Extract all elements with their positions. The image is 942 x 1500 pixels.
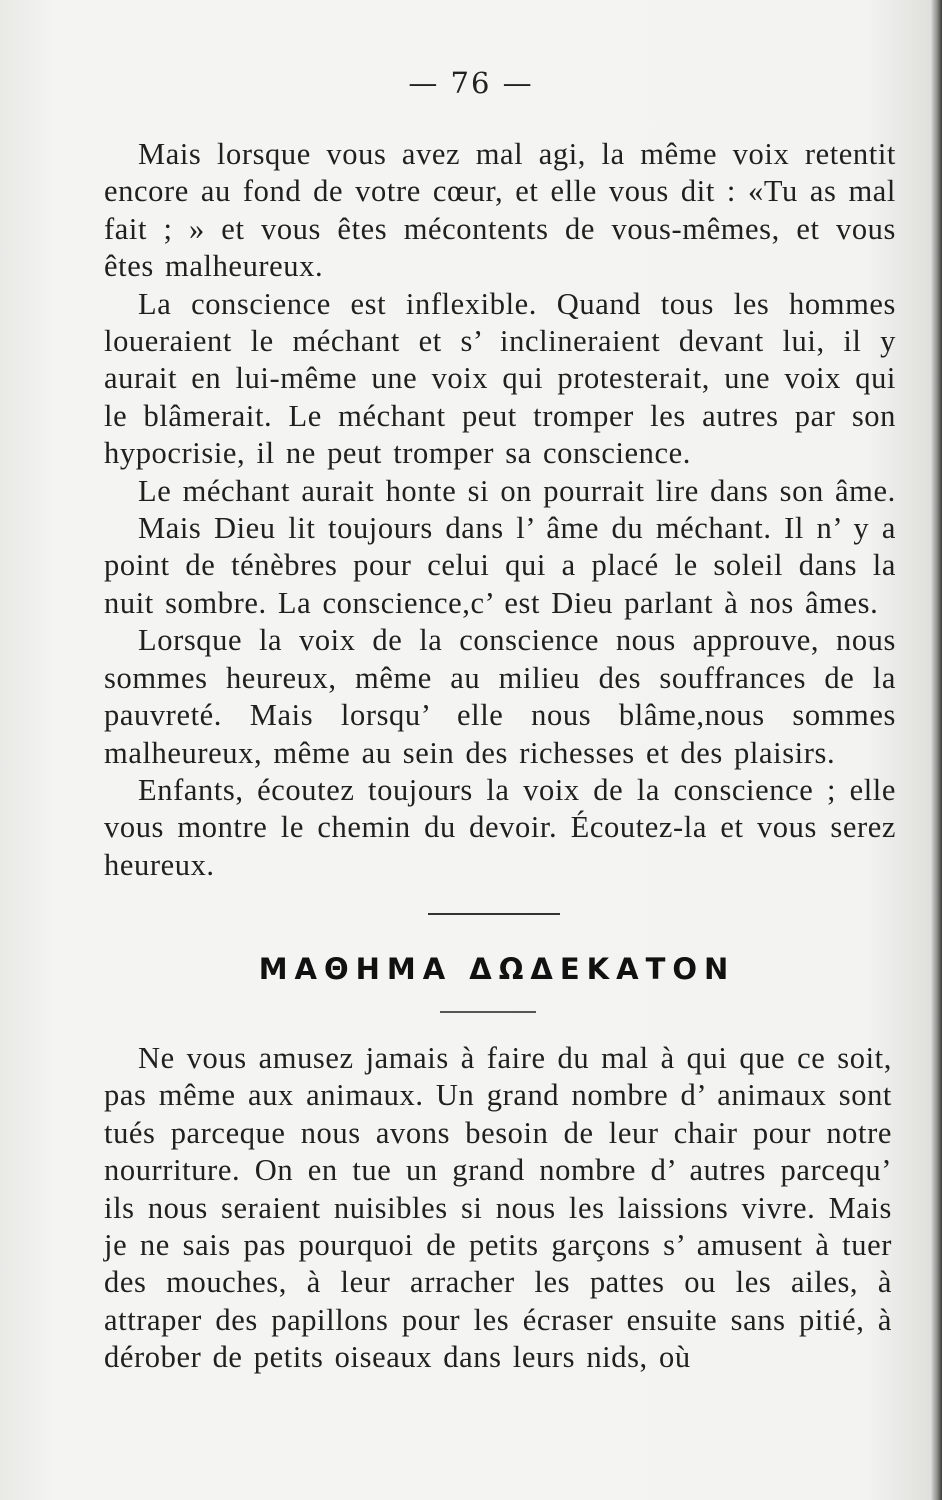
- paragraph: Ne vous amusez jamais à faire du mal à qui que ce soit, pas même aux animaux. Un grand nombre d’ animaux sont tués parceque nous avons besoin de leur chair pour notre nourriture. On en tue un grand nombre d’ autres parcequ’ ils nous seraient nuisibles si nous les laissions vivre. Mais je ne sais pas pourquoi de petits garçons s’ amusent à tuer des mouches, à leur arracher les pattes ou les ailes, à attraper des papillons pour les écraser ensuite sans pitié, à dérober de petits oiseaux dans leurs nids, où: [104, 1041, 892, 1375]
- paragraph: La conscience est inflexible. Quand tous les hommes loueraient le méchant et s’ inclineraient devant lui, il y aurait en lui-même une voix qui protesterait, une voix qui le blâmerait. Le méchant peut tromper les autres par son hypocrisie, il ne peut tromper sa conscience.: [104, 286, 896, 471]
- conscience-text: [104, 136, 896, 884]
- page-edge-shadow: [930, 0, 942, 1500]
- section-divider: [428, 913, 560, 915]
- paragraph: Mais lorsque vous avez mal agi, la même voix retentit encore au fond de votre cœur, et elle vous dit : «Tu as mal fait ; » et vous êtes mécontents de vous-mêmes, et vous êtes malheureux.: [104, 137, 896, 284]
- paragraph: Lorsque la voix de la conscience nous approuve, nous sommes heureux, même au milieu des souffrances de la pauvreté. Mais lorsqu’ elle nous blâme,nous sommes malheureux, même au sein des richesses et des plaisirs.: [104, 623, 896, 770]
- paragraph: Enfants, écoutez toujours la voix de la conscience ; elle vous montre le chemin du devoir. Écoutez-la et vous serez heureux.: [104, 772, 896, 882]
- paragraph: Le méchant aurait honte si on pourrait lire dans son âme.: [138, 473, 896, 508]
- title-underline: [440, 1011, 536, 1013]
- page-number: — 76 —: [408, 66, 534, 100]
- paragraph: Mais Dieu lit toujours dans l’ âme du méchant. Il n’ y a point de ténèbres pour celui qui a placé le soleil dans la nuit sombre. La conscience,c’ est Dieu parlant à nos âmes.: [104, 511, 896, 620]
- lesson-title: ΜΑΘΗΜΑ ΔΩΔΕΚΑΤΟΝ: [258, 952, 736, 986]
- lesson-text: [104, 1040, 892, 1377]
